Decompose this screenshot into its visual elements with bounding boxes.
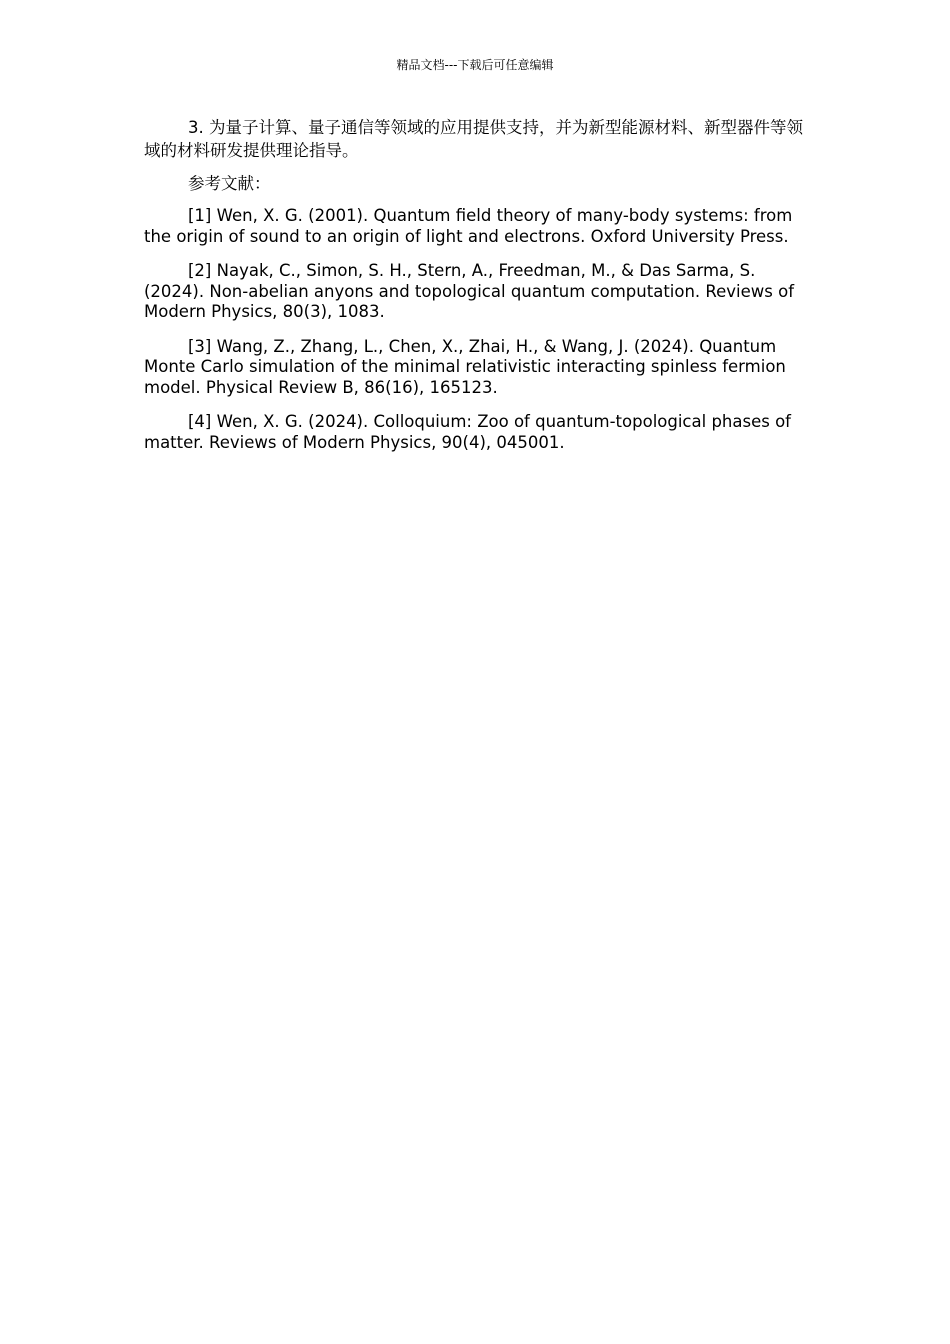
reference-4: [4] Wen, X. G. (2024). Colloquium: Zoo of quantum-topological phases of matter. Reviews of Modern Physics, 90(4), 045001. [144,412,791,452]
document-body [144,116,804,467]
reference-2: [2] Nayak, C., Simon, S. H., Stern, A., Freedman, M., & Das Sarma, S. (2024). Non-abelian anyons and topological quantum computation. Reviews of Modern Physics, 80(3), 1083. [144,261,795,321]
references-heading: 参考文献： [188,174,271,193]
reference-3: [3] Wang, Z., Zhang, L., Chen, X., Zhai, H., & Wang, J. (2024). Quantum Monte Carlo simulation of the minimal relativistic interacting spinless fermion model. Physical Review B, 86(16), 165123. [144,336,786,397]
list-item-3: 3. 为量子计算、量子通信等领域的应用提供支持，并为新型能源材料、新型器件等领域的材料研发提供理论指导。 [144,118,803,160]
reference-1: [1] Wen, X. G. (2001). Quantum field theory of many-body systems: from the origin of sound to an origin of light and electrons. Oxford University Press. [144,206,793,246]
page-header: 精品文档---下载后可任意编辑 [396,58,554,72]
